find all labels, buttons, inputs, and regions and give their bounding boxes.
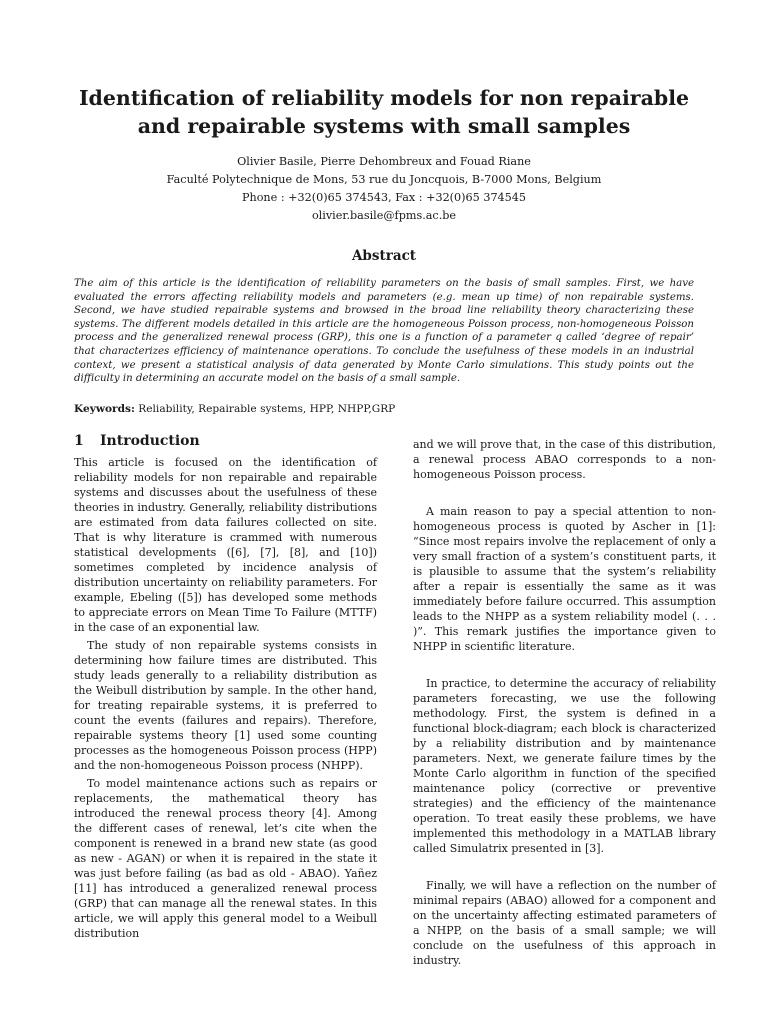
author-affiliation: Faculté Polytechnique de Mons, 53 rue du Joncquois, B-7000 Mons, Belgium (166, 173, 602, 186)
intro-paragraph-2: The study of non repairable systems consists in determining how failure times are distributed. This study leads generally to a reliability distribution as the Weibull distribution by sample. In the other hand, for treating repairable systems, it is preferred to count the events (failures and repairs). Therefore, repairable systems theory [1] used some counting processes as the homogeneous Poisson process (HPP) and the non-homogeneous Poisson process (NHPP). (74, 639, 377, 772)
author-email: olivier.basile@fpms.ac.be (311, 209, 457, 222)
abstract-text: The aim of this article is the identification of reliability parameters on the basis of small samples. First, we have evaluated the errors affecting reliability models and parameters (e.g. mean up time) of non repairable systems. Second, we have studied repairable systems and browsed in the broad line reliability theory characterizing these systems. The different models detailed in this article are the homogeneous Poisson process, non-homogeneous Poisson process and the generalized renewal process (GRP), this one is a function of a parameter q called ‘degree of repair’ that characterizes efficiency of maintenance operations. To conclude the usefulness of these models in an industrial context, we present a statistical analysis of data generated by Monte Carlo simulations. This study points out the difficulty in determining an accurate model on the basis of a small sample. (74, 278, 694, 385)
intro-paragraph-1: This article is focused on the identification of reliability models for non repairable and repairable systems and discusses about the usefulness of these theories in industry. Generally, reliability distributions are estimated from data failures collected on site. That is why literature is crammed with numerous statistical developments ([6], [7], [8], and [10]) sometimes completed by incidence analysis of distribution uncertainty on reliability parameters. For example, Ebeling ([5]) has developed some methods to appreciate errors on Mean Time To Failure (MTTF) in the case of an exponential law. (74, 456, 377, 634)
section-title: Introduction (100, 433, 200, 449)
right-column (413, 437, 716, 968)
author-block (60, 153, 708, 225)
author-names: Olivier Basile, Pierre Dehombreux and Fouad Riane (237, 155, 531, 168)
keywords-line (74, 402, 694, 416)
abstract-heading: Abstract (351, 248, 417, 264)
keywords-label: Keywords: (74, 403, 135, 415)
left-column (74, 434, 377, 941)
section-number: 1 (74, 433, 84, 449)
keywords-text: Reliability, Repairable systems, HPP, NHPP,GRP (138, 403, 396, 415)
author-phone: Phone : +32(0)65 374543, Fax : +32(0)65 374545 (241, 191, 527, 204)
intro-paragraph-6: In practice, to determine the accuracy of reliability parameters forecasting, we use the following methodology. First, the system is defined in a functional block-diagram; each block is characterized by a reliability distribution and by maintenance parameters. Next, we generate failure times by the Monte Carlo algorithm in function of the specified maintenance policy (corrective or preventive strategies) and the efficiency of the maintenance operation. To treat easily these problems, we have implemented this methodology in a MATLAB library called Simulatrix presented in [3]. (413, 677, 716, 855)
intro-paragraph-4: and we will prove that, in the case of this distribution, a renewal process ABAO corresponds to a non-homogeneous Poisson process. (413, 438, 716, 481)
section-heading (74, 434, 377, 449)
intro-paragraph-5: A main reason to pay a special attention to non-homogeneous process is quoted by Ascher in [1]: “Since most repairs involve the replacement of only a very small fraction of a system’s constituent parts, it is plausible to assume that the system’s reliability after a repair is essentially the same as it was immediately before failure occurred. This assumption leads to the NHPP as a system reliability model (. . . )”. This remark justifies the importance given to NHPP in scientific literature. (413, 505, 716, 653)
paper-title: Identification of reliability models for non repairable and repairable systems with small samples (78, 86, 690, 138)
intro-paragraph-3: To model maintenance actions such as repairs or replacements, the mathematical theory has introduced the renewal process theory [4]. Among the different cases of renewal, let’s cite when the component is renewed in a brand new state (as good as new - AGAN) or when it is repaired in the state it was just before failing (as bad as old - ABAO). Yañez [11] has introduced a generalized renewal process (GRP) that can manage all the renewal states. In this article, we will apply this general model to a Weibull distribution (74, 777, 377, 940)
intro-paragraph-7: Finally, we will have a reflection on the number of minimal repairs (ABAO) allowed for a component and on the uncertainty affecting estimated parameters of a NHPP, on the basis of a small sample; we will conclude on the usefulness of this approach in industry. (413, 879, 716, 967)
